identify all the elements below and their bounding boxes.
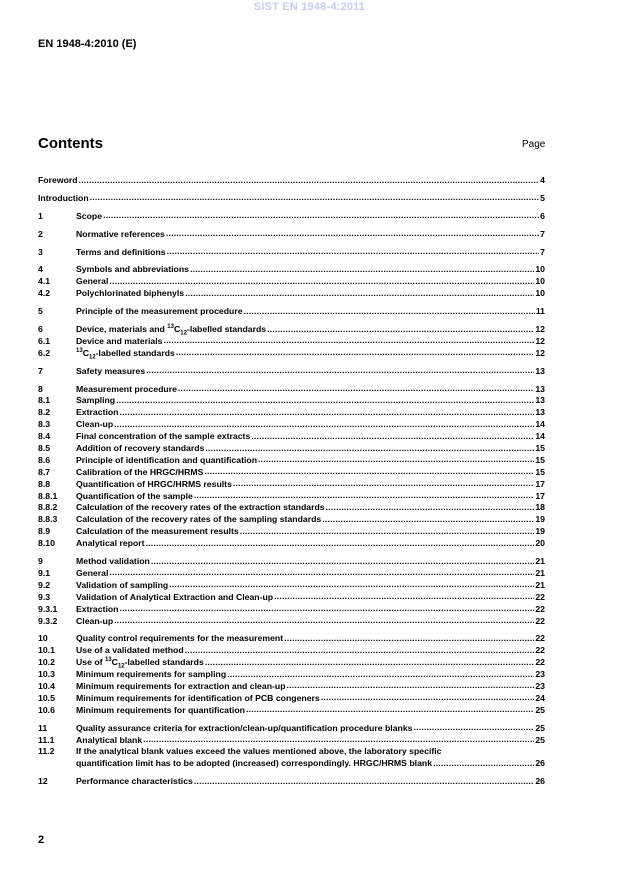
- toc-entry-number: 8.2: [38, 407, 51, 418]
- toc-entry-title: Minimum requirements for extraction and clean-up: [76, 680, 286, 691]
- toc-entry-number: 8.8.3: [38, 514, 58, 525]
- toc-entry[interactable]: [38, 592, 545, 604]
- toc-entry-page: 13: [535, 407, 545, 418]
- toc-entry[interactable]: [38, 288, 545, 300]
- toc-entry[interactable]: [38, 419, 545, 431]
- toc-dot-leader: [251, 431, 534, 443]
- toc-dot-leader: [267, 324, 534, 336]
- toc-entry-number: 1: [38, 210, 43, 221]
- toc-entry-number: 9.3.2: [38, 615, 58, 626]
- toc-entry-number: 9.3: [38, 591, 51, 602]
- toc-entry-title: Normative references: [76, 228, 165, 239]
- toc-entry[interactable]: [38, 455, 545, 467]
- toc-entry-page: 14: [535, 419, 545, 430]
- toc-entry-number: 11.1: [38, 734, 55, 745]
- toc-entry-title: Method validation: [76, 556, 150, 567]
- toc-dot-leader: [166, 228, 539, 240]
- toc-entry-title: Safety measures: [76, 365, 146, 376]
- toc-entry-number: 8: [38, 383, 43, 394]
- toc-entry-page: 6: [540, 210, 545, 221]
- toc-entry-title: Final concentration of the sample extracts: [76, 431, 251, 442]
- toc-dot-leader: [190, 264, 534, 276]
- toc-entry-page: 13: [535, 395, 545, 406]
- toc-dot-leader: [185, 645, 535, 657]
- toc-dot-leader: [433, 758, 534, 770]
- toc-entry[interactable]: [38, 348, 545, 360]
- toc-entry-number: 10.3: [38, 669, 55, 680]
- toc-entry-number: 4.1: [38, 276, 51, 287]
- toc-entry-title: Extraction: [76, 603, 119, 614]
- toc-entry-number: 11: [38, 722, 48, 733]
- toc-entry-title: Polychlorinated biphenyls: [76, 288, 185, 299]
- toc-entry-page: 22: [535, 615, 545, 626]
- toc-entry-number: 4: [38, 264, 43, 275]
- toc-entry-title: Minimum requirements for identification of PCB congeners: [76, 692, 320, 703]
- toc-entry-page: 5: [540, 192, 545, 203]
- contents-heading: Contents: [38, 135, 103, 152]
- toc-entry-title: Extraction: [76, 407, 119, 418]
- toc-entry-number: 10.6: [38, 704, 55, 715]
- toc-entry-title: Introduction: [38, 192, 89, 203]
- toc-entry-page: 11: [535, 306, 545, 317]
- toc-dot-leader: [322, 514, 534, 526]
- toc-entry-number: 10: [38, 633, 48, 644]
- toc-entry-title: Quantification of the sample: [76, 490, 193, 501]
- toc-entry-title: Use of $^{13}C_{12}$-labelled standards: [76, 657, 204, 670]
- toc-entry[interactable]: [38, 669, 545, 681]
- toc-entry-number: 4.2: [38, 288, 51, 299]
- toc-dot-leader: [274, 591, 534, 603]
- toc-entry[interactable]: [38, 324, 545, 336]
- toc-entry[interactable]: [38, 247, 545, 259]
- toc-dot-leader: [205, 443, 534, 455]
- toc-entry[interactable]: [38, 264, 545, 276]
- toc-entry-number: 5: [38, 306, 43, 317]
- toc-entry-title: Addition of recovery standards: [76, 443, 205, 454]
- toc-entry-title: Minimum requirements for sampling: [76, 669, 227, 680]
- toc-dot-leader: [79, 175, 540, 187]
- toc-entry-title: Device and materials: [76, 335, 163, 346]
- toc-entry-page: 25: [535, 722, 545, 733]
- toc-entry-title: Device, materials and $^{13}C_{12}$-labelled standards: [76, 324, 267, 337]
- toc-entry-number: 10.1: [38, 645, 55, 656]
- toc-entry[interactable]: [38, 681, 545, 693]
- toc-entry-number: 9.3.1: [38, 603, 58, 614]
- toc-entry[interactable]: [38, 491, 545, 503]
- toc-entry[interactable]: [38, 723, 545, 735]
- toc-entry[interactable]: [38, 568, 545, 580]
- toc-entry-title: Analytical blank: [76, 734, 143, 745]
- toc-entry[interactable]: [38, 336, 545, 348]
- toc-entry[interactable]: [38, 746, 545, 758]
- toc-entry[interactable]: [38, 645, 545, 657]
- toc-entry-page: 13: [535, 383, 545, 394]
- toc-entry[interactable]: [38, 443, 545, 455]
- toc-entry-page: 22: [535, 633, 545, 644]
- toc-entry-title: Validation of sampling: [76, 579, 169, 590]
- toc-entry-title: Principle of the measurement procedure: [76, 306, 243, 317]
- toc-entry-title: Minimum requirements for quantification: [76, 704, 245, 715]
- toc-entry-page: 10: [535, 288, 545, 299]
- toc-entry-number: 8.8.2: [38, 502, 58, 513]
- toc-entry-title: If the analytical blank values exceed the values mentioned above, the laboratory specific: [76, 746, 442, 757]
- toc-entry-page: 20: [535, 538, 545, 549]
- toc-dot-leader: [176, 347, 534, 359]
- toc-entry-page: 26: [535, 758, 545, 769]
- toc-entry[interactable]: [38, 175, 545, 187]
- toc-entry-title: Terms and definitions: [76, 246, 166, 257]
- toc-entry-title: quantification limit has to be adopted (increased) correspondingly. HRGC/HRMS blank: [76, 758, 433, 769]
- toc-dot-leader: [90, 192, 539, 204]
- toc-entry-page: 24: [535, 692, 545, 703]
- toc-entry-title: Use of a validated method: [76, 645, 184, 656]
- toc-dot-leader: [244, 306, 535, 318]
- toc-dot-leader: [146, 365, 534, 377]
- toc-entry-number: 8.9: [38, 526, 51, 537]
- toc-entry-page: 25: [535, 734, 545, 745]
- toc-entry-title: Sampling: [76, 395, 116, 406]
- toc-entry[interactable]: [38, 479, 545, 491]
- toc-dot-leader: [321, 692, 535, 704]
- toc-entry-page: 12: [535, 347, 545, 358]
- toc-entry-page: 12: [535, 335, 545, 346]
- toc-entry[interactable]: [38, 193, 545, 205]
- toc-entry[interactable]: [38, 735, 545, 747]
- toc-entry-page: 21: [535, 556, 545, 567]
- toc-entry-page: 10: [535, 264, 545, 275]
- toc-dot-leader: [185, 288, 534, 300]
- toc-entry-title: Scope: [76, 210, 103, 221]
- toc-entry-title: Validation of Analytical Extraction and Clean-up: [76, 591, 274, 602]
- toc-entry-title: General: [76, 276, 109, 287]
- toc-entry[interactable]: [38, 366, 545, 378]
- toc-entry-page: 21: [535, 579, 545, 590]
- toc-dot-leader: [227, 669, 534, 681]
- toc-entry[interactable]: [38, 758, 545, 770]
- toc-entry[interactable]: [38, 580, 545, 592]
- toc-entry-page: 23: [535, 669, 545, 680]
- toc-entry-number: 8.8.1: [38, 490, 58, 501]
- toc-dot-leader: [194, 490, 535, 502]
- toc-entry[interactable]: [38, 407, 545, 419]
- toc-entry-number: 6: [38, 324, 43, 335]
- toc-entry-number: 6.2: [38, 347, 51, 358]
- toc-entry-page: 22: [535, 645, 545, 656]
- toc-dot-leader: [114, 615, 534, 627]
- toc-dot-leader: [246, 704, 534, 716]
- toc-entry[interactable]: [38, 431, 545, 443]
- toc-entry-title: Analytical report: [76, 538, 145, 549]
- toc-entry-number: 7: [38, 365, 43, 376]
- toc-entry-page: 18: [535, 502, 545, 513]
- toc-entry-title: Principle of identification and quantification: [76, 454, 257, 465]
- toc-entry-number: 8.1: [38, 395, 51, 406]
- toc-entry-number: 11.2: [38, 746, 55, 757]
- toc-entry-title: $^{13}C_{12}$-labelled standards: [76, 347, 175, 361]
- toc-entry-number: 9.2: [38, 579, 51, 590]
- toc-entry-number: 10.5: [38, 692, 55, 703]
- toc-dot-leader: [116, 395, 534, 407]
- toc-entry[interactable]: [38, 384, 545, 396]
- toc-dot-leader: [103, 210, 539, 222]
- toc-entry-title: Calculation of the recovery rates of the sampling standards: [76, 514, 322, 525]
- toc-entry[interactable]: [38, 502, 545, 514]
- toc-entry-title: Calibration of the HRGC/HRMS: [76, 466, 204, 477]
- toc-dot-leader: [143, 734, 534, 746]
- toc-entry-title: Foreword: [38, 175, 78, 185]
- toc-entry-page: 7: [540, 246, 545, 257]
- toc-dot-leader: [194, 776, 534, 788]
- toc-dot-leader: [258, 454, 534, 466]
- toc-entry-title: Quality assurance criteria for extraction/clean-up/quantification procedure blanks: [76, 722, 413, 733]
- toc-entry-title: Calculation of the recovery rates of the extraction standards: [76, 502, 325, 513]
- toc-dot-leader: [233, 478, 534, 490]
- toc-entry-page: 17: [535, 490, 545, 501]
- toc-entry-page: 22: [535, 603, 545, 614]
- toc-dot-leader: [167, 246, 540, 258]
- toc-dot-leader: [178, 383, 534, 395]
- document-id: EN 1948-4:2010 (E): [38, 38, 137, 50]
- toc-entry-title: Symbols and abbreviations: [76, 264, 189, 275]
- toc-entry-number: 9.1: [38, 567, 51, 578]
- toc-entry[interactable]: [38, 657, 545, 669]
- table-of-contents: [38, 175, 545, 788]
- toc-dot-leader: [287, 680, 535, 692]
- page-number: 2: [38, 834, 45, 846]
- toc-entry-page: 10: [535, 276, 545, 287]
- toc-entry-number: 10.4: [38, 680, 55, 691]
- toc-entry-page: 19: [535, 526, 545, 537]
- toc-entry-title: General: [76, 567, 109, 578]
- toc-dot-leader: [205, 657, 535, 669]
- toc-entry-number: 6.1: [38, 335, 51, 346]
- toc-entry-page: 13: [535, 365, 545, 376]
- toc-dot-leader: [151, 556, 534, 568]
- toc-entry-number: 8.8: [38, 478, 51, 489]
- toc-entry-page: 22: [535, 657, 545, 668]
- toc-entry-number: 10.2: [38, 657, 55, 668]
- toc-entry-page: 21: [535, 567, 545, 578]
- toc-entry[interactable]: [38, 693, 545, 705]
- toc-entry[interactable]: [38, 526, 545, 538]
- toc-entry-title: Clean-up: [76, 615, 114, 626]
- toc-dot-leader: [119, 603, 534, 615]
- toc-entry-page: 14: [535, 431, 545, 442]
- toc-entry[interactable]: [38, 633, 545, 645]
- toc-dot-leader: [169, 579, 534, 591]
- toc-entry-number: 8.6: [38, 454, 51, 465]
- toc-entry-title: Calculation of the measurement results: [76, 526, 239, 537]
- toc-entry-number: 12: [38, 776, 48, 787]
- toc-entry[interactable]: [38, 538, 545, 550]
- toc-entry-page: 25: [535, 704, 545, 715]
- toc-dot-leader: [284, 633, 534, 645]
- toc-entry-page: 7: [540, 228, 545, 239]
- toc-entry[interactable]: [38, 211, 545, 223]
- toc-entry-page: 4: [540, 175, 545, 185]
- toc-entry[interactable]: [38, 229, 545, 241]
- toc-dot-leader: [119, 407, 534, 419]
- toc-entry-title: Quantification of HRGC/HRMS results: [76, 478, 232, 489]
- toc-entry-number: 8.7: [38, 466, 51, 477]
- toc-entry-page: 22: [535, 591, 545, 602]
- toc-entry[interactable]: [38, 776, 545, 788]
- toc-entry[interactable]: [38, 556, 545, 568]
- toc-entry-page: 17: [535, 478, 545, 489]
- toc-entry-title: Measurement procedure: [76, 383, 177, 394]
- toc-dot-leader: [414, 722, 535, 734]
- toc-entry-number: 8.10: [38, 538, 55, 549]
- toc-entry-number: 2: [38, 228, 43, 239]
- toc-entry-page: 12: [535, 324, 545, 335]
- toc-dot-leader: [163, 335, 534, 347]
- toc-dot-leader: [326, 502, 535, 514]
- toc-dot-leader: [114, 419, 534, 431]
- toc-entry[interactable]: [38, 276, 545, 288]
- toc-entry-page: 15: [535, 443, 545, 454]
- toc-entry-page: 15: [535, 466, 545, 477]
- watermark: SIST EN 1948-4:2011: [253, 1, 366, 13]
- toc-entry-number: 8.4: [38, 431, 51, 442]
- page-column-label: Page: [522, 139, 546, 150]
- toc-entry[interactable]: [38, 395, 545, 407]
- toc-entry-number: 9: [38, 556, 43, 567]
- toc-entry[interactable]: [38, 514, 545, 526]
- toc-dot-leader: [146, 538, 535, 550]
- toc-entry-page: 26: [535, 776, 545, 787]
- toc-dot-leader: [109, 276, 534, 288]
- toc-entry[interactable]: [38, 705, 545, 717]
- toc-dot-leader: [240, 526, 535, 538]
- toc-entry-title: Quality control requirements for the measurement: [76, 633, 284, 644]
- toc-entry[interactable]: [38, 467, 545, 479]
- toc-entry[interactable]: [38, 604, 545, 616]
- toc-entry-number: 8.3: [38, 419, 51, 430]
- toc-entry-page: 19: [535, 514, 545, 525]
- toc-dot-leader: [109, 567, 534, 579]
- toc-entry[interactable]: [38, 306, 545, 318]
- toc-dot-leader: [204, 466, 534, 478]
- toc-entry-number: 3: [38, 246, 43, 257]
- toc-entry[interactable]: [38, 616, 545, 628]
- toc-entry-page: 15: [535, 454, 545, 465]
- toc-entry-page: 23: [535, 680, 545, 691]
- toc-entry-title: Performance characteristics: [76, 776, 193, 787]
- toc-entry-title: Clean-up: [76, 419, 114, 430]
- toc-entry-number: 8.5: [38, 443, 51, 454]
